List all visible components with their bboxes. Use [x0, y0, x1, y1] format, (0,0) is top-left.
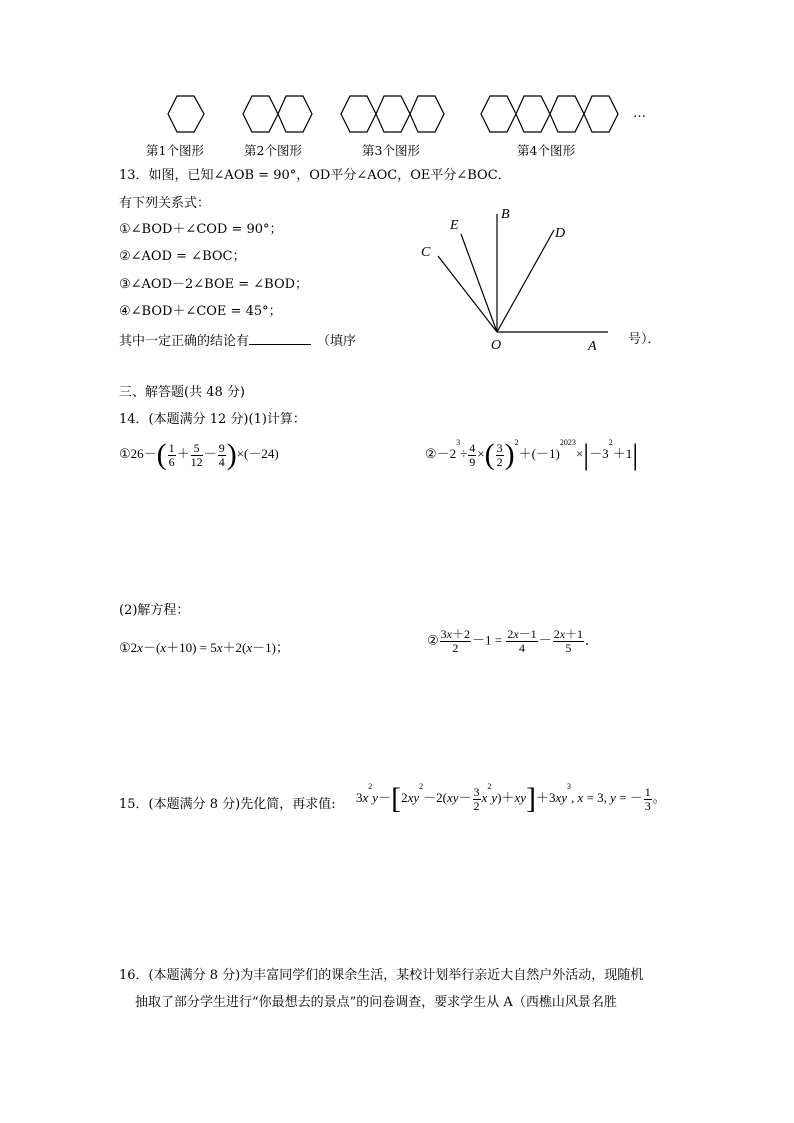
- q14-equation-1: ①2x－(x＋10) = 5x＋2(x－1)；: [119, 640, 289, 655]
- q13-conclusion-after: （填序: [317, 334, 357, 349]
- label-C: C: [421, 245, 431, 260]
- q13-conclusion-before: 其中一定正确的结论有: [119, 334, 250, 349]
- hexagon: [243, 96, 278, 132]
- q13-item-1: ①∠BOD＋∠COD = 90°；: [119, 222, 283, 237]
- q14-equation-2: ② $\frac{3x+2}{2}$ －1 = $\frac{2x-1}{4}$ － $\frac{2x+1}{5}$ ．: [427, 627, 599, 655]
- ray-OC: [438, 256, 497, 332]
- q15-header: 15．(本题满分 8 分)先化简，再求值:: [119, 797, 336, 812]
- label-B: B: [501, 207, 510, 222]
- ray-OE: [461, 234, 497, 332]
- q14-part2: (2)解方程：: [119, 603, 190, 618]
- q14-header: 14．(本题满分 12 分)(1)计算：: [119, 412, 306, 427]
- label-A: A: [588, 339, 597, 354]
- q13-conclusion-end: 号）．: [628, 332, 661, 347]
- label-E: E: [450, 218, 459, 233]
- q13-intro: 有下列关系式：: [119, 196, 211, 211]
- ray-OD: [497, 230, 554, 332]
- hexagon: [376, 96, 410, 132]
- hexagon: [584, 96, 618, 132]
- label-O: O: [491, 338, 502, 353]
- answer-blank[interactable]: [249, 332, 311, 345]
- q16-line-2: 抽取了部分学生进行“你最想去的景点”的问卷调查，要求学生从 A（西樵山风景名胜: [135, 995, 617, 1010]
- ellipsis: …: [633, 106, 646, 121]
- label-D: D: [555, 226, 566, 241]
- hexagon-figures: [150, 92, 630, 142]
- hexagon: [550, 96, 584, 132]
- q14-expr-1: ①26－( $\frac{1}{6}$ ＋ $\frac{5}{12}$ － $\frac{9}{4}$ )×(－24): [119, 438, 279, 471]
- q13-item-4: ④∠BOD＋∠COE = 45°；: [119, 304, 282, 319]
- hexagon: [410, 96, 444, 132]
- q13-conclusion: [119, 332, 356, 350]
- hexagon: [168, 96, 204, 132]
- figure-caption-1: 第1个图形: [146, 143, 204, 158]
- figure-caption-2: 第2个图形: [244, 143, 302, 158]
- q13-item-3: ③∠AOD－2∠BOE = ∠BOD；: [119, 277, 309, 292]
- hexagon: [278, 96, 312, 132]
- figure-caption-3: 第3个图形: [362, 143, 420, 158]
- figure-caption-4: 第4个图形: [517, 143, 575, 158]
- section-heading: 三、解答题(共 48 分): [119, 385, 245, 400]
- q14-expr-2: $②-2^3\div$ $\frac{4}{9}$ ×( $\frac{3}{2}$ )$^2+(-1)^{2023}\times|-3^2+1|$: [425, 438, 639, 471]
- q16-line-1: 16．(本题满分 8 分)为丰富同学们的课余生活，某校计划举行亲近大自然户外活动，现随机: [119, 968, 644, 983]
- q15-expression: $3x^2y-[2xy^2-2(xy-$ $\frac{3}{2}$ $x^2y)+xy]+3xy^3$, x = 3, y = － $\frac{1}{3}$ 。: [356, 782, 666, 815]
- q13-item-2: ②∠AOD = ∠BOC；: [119, 249, 246, 264]
- hexagon: [481, 96, 516, 132]
- hexagon: [341, 96, 376, 132]
- hexagon: [516, 96, 550, 132]
- q13-text: 13．如图，已知∠AOB = 90°，OD平分∠AOC，OE平分∠BOC．: [119, 168, 511, 183]
